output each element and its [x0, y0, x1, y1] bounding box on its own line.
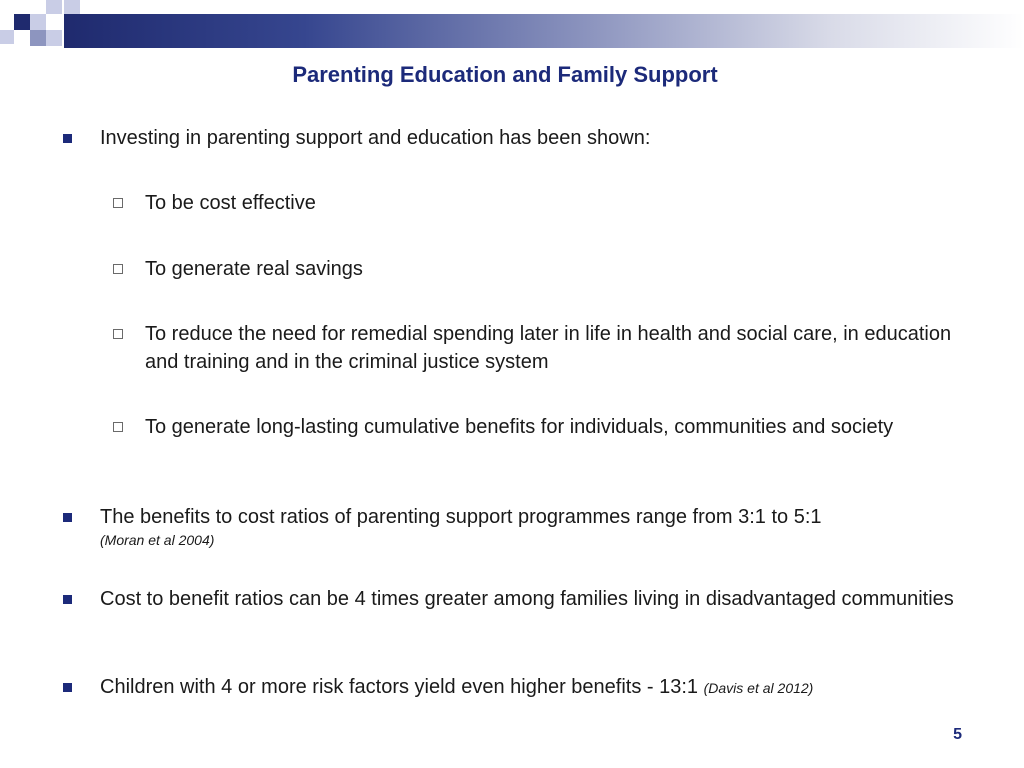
bullet-text: Investing in parenting support and education has been shown: [100, 127, 651, 149]
sub-bullet-text: To be cost effective [145, 192, 316, 214]
hollow-square-bullet-icon [113, 422, 123, 432]
header-square [0, 30, 14, 44]
square-bullet-icon [63, 595, 72, 604]
header-square [46, 14, 62, 30]
bullet-text [100, 673, 970, 702]
header-square [64, 0, 80, 14]
header-gradient-bar [64, 14, 1024, 48]
sub-bullet-text: To generate real savings [145, 258, 363, 280]
sub-bullet-text: To reduce the need for remedial spending later in life in health and social care, in education and training and in the criminal justice system [145, 323, 952, 373]
header-square [46, 0, 62, 14]
header-square [30, 30, 46, 46]
sub-bullet-text: To generate long-lasting cumulative benefits for individuals, communities and society [145, 416, 894, 438]
citation: (Moran et al 2004) [100, 532, 215, 548]
hollow-square-bullet-icon [113, 264, 123, 274]
square-bullet-icon [63, 513, 72, 522]
header-square [14, 14, 30, 30]
bullet-main-text: The benefits to cost ratios of parenting support programmes range from 3:1 to 5:1 [100, 506, 822, 528]
page-number: 5 [953, 726, 962, 743]
bullet-main-text: Children with 4 or more risk factors yield even higher benefits - 13:1 [100, 676, 699, 698]
hollow-square-bullet-icon [113, 329, 123, 339]
header-square [46, 30, 62, 46]
bullet-text: Cost to benefit ratios can be 4 times greater among families living in disadvantaged communities [100, 588, 954, 610]
header-square [30, 14, 46, 30]
hollow-square-bullet-icon [113, 198, 123, 208]
citation: (Davis et al 2012) [703, 680, 814, 696]
square-bullet-icon [63, 683, 72, 692]
slide-title: Parenting Education and Family Support [292, 62, 718, 87]
bullet-text [100, 503, 970, 549]
square-bullet-icon [63, 134, 72, 143]
